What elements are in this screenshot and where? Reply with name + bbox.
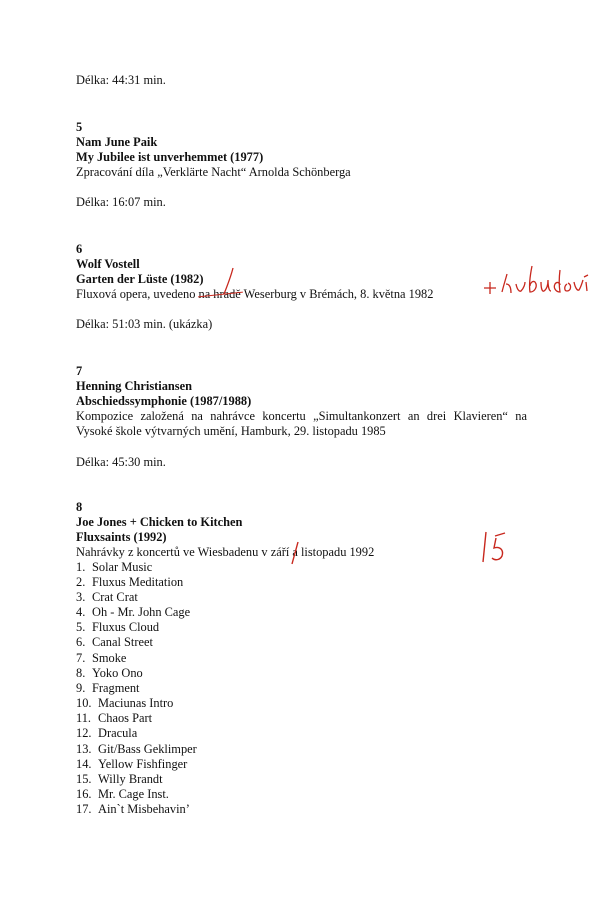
entry-5-number: 5 [76, 120, 83, 134]
entry-6-number: 6 [76, 242, 83, 256]
track-number: 15. [76, 772, 92, 786]
entry-5-artist: Nam June Paik [76, 135, 158, 149]
track-number: 10. [76, 696, 92, 710]
entry-5-title: My Jubilee ist unverhemmet (1977) [76, 150, 264, 164]
entry-8-artist: Joe Jones + Chicken to Kitchen [76, 515, 243, 529]
track-number: 13. [76, 742, 92, 756]
track-number: 8. [76, 666, 86, 680]
track-title: Chaos Part [98, 711, 153, 725]
list-item [76, 757, 187, 772]
track-title: Crat Crat [92, 590, 138, 604]
entry-8-title: Fluxsaints (1992) [76, 530, 167, 544]
list-item [76, 590, 138, 605]
track-number: 1. [76, 560, 86, 574]
handwritten-caret-mark [222, 266, 240, 296]
track-number: 5. [76, 620, 86, 634]
track-title: Maciunas Intro [98, 696, 174, 710]
list-item [76, 635, 153, 650]
track-title: Fluxus Meditation [92, 575, 184, 589]
list-item [76, 787, 169, 802]
list-item [76, 575, 183, 590]
list-item [76, 560, 152, 575]
track-title: Canal Street [92, 635, 153, 649]
entry-8-number: 8 [76, 500, 83, 514]
track-title: Dracula [98, 726, 138, 740]
list-item [76, 742, 197, 757]
list-item [76, 726, 137, 741]
entry-7-description-line-1: Kompozice založená na nahrávce koncertu „Simultankonzert an drei Klavieren“ na [76, 409, 527, 423]
entry-7-length: Délka: 45:30 min. [76, 455, 166, 469]
entry-5-description: Zpracování díla „Verklärte Nacht“ Arnolda Schönberga [76, 165, 351, 179]
track-number: 3. [76, 590, 86, 604]
track-title: Ain`t Misbehavin’ [98, 802, 190, 816]
list-item [76, 696, 173, 711]
track-title: Fluxus Cloud [92, 620, 160, 634]
track-number: 14. [76, 757, 92, 771]
track-number: 7. [76, 651, 86, 665]
list-item [76, 802, 190, 817]
entry-6-description-start: Fluxová opera, uvedeno [76, 287, 199, 301]
list-item [76, 651, 126, 666]
entry-8-description: Nahrávky z koncertů ve Wiesbadenu v září a listopadu 1992 [76, 545, 375, 559]
track-title: Yellow Fishfinger [98, 757, 188, 771]
entry-5-length: Délka: 16:07 min. [76, 195, 166, 209]
track-number: 2. [76, 575, 86, 589]
entry-7-title: Abschiedssymphonie (1987/1988) [76, 394, 252, 408]
handwritten-slash-mark [288, 540, 302, 566]
entry-6-title: Garten der Lüste (1982) [76, 272, 204, 286]
track-number: 12. [76, 726, 92, 740]
track-title: Willy Brandt [98, 772, 163, 786]
track-number: 11. [76, 711, 92, 725]
track-title: Fragment [92, 681, 140, 695]
struck-out-text: na hradě [198, 287, 241, 301]
track-number: 17. [76, 802, 92, 816]
intro-length: Délka: 44:31 min. [76, 73, 166, 87]
track-title: Solar Music [92, 560, 153, 574]
list-item [76, 605, 190, 620]
handwritten-margin-number [478, 528, 514, 568]
entry-7-artist: Henning Christiansen [76, 379, 193, 393]
entry-6-length: Délka: 51:03 min. (ukázka) [76, 317, 213, 331]
track-number: 4. [76, 605, 86, 619]
track-number: 9. [76, 681, 86, 695]
entry-7-description-line-2: Vysoké škole výtvarných umění, Hamburk, 29. listopadu 1985 [76, 424, 386, 438]
track-title: Smoke [92, 651, 127, 665]
track-title: Git/Bass Geklimper [98, 742, 197, 756]
track-title: Mr. Cage Inst. [98, 787, 169, 801]
entry-7-number: 7 [76, 364, 83, 378]
track-number: 16. [76, 787, 92, 801]
track-number: 6. [76, 635, 86, 649]
track-title: Yoko Ono [92, 666, 143, 680]
list-item [76, 620, 159, 635]
list-item [76, 666, 143, 681]
entry-6-description-end: Weserburg v Brémách, 8. května 1982 [240, 287, 434, 301]
list-item [76, 681, 140, 696]
list-item [76, 711, 152, 726]
entry-6-artist: Wolf Vostell [76, 257, 140, 271]
handwritten-margin-note [480, 262, 592, 302]
entry-6-description [76, 287, 433, 302]
list-item [76, 772, 163, 787]
track-title: Oh - Mr. John Cage [92, 605, 191, 619]
